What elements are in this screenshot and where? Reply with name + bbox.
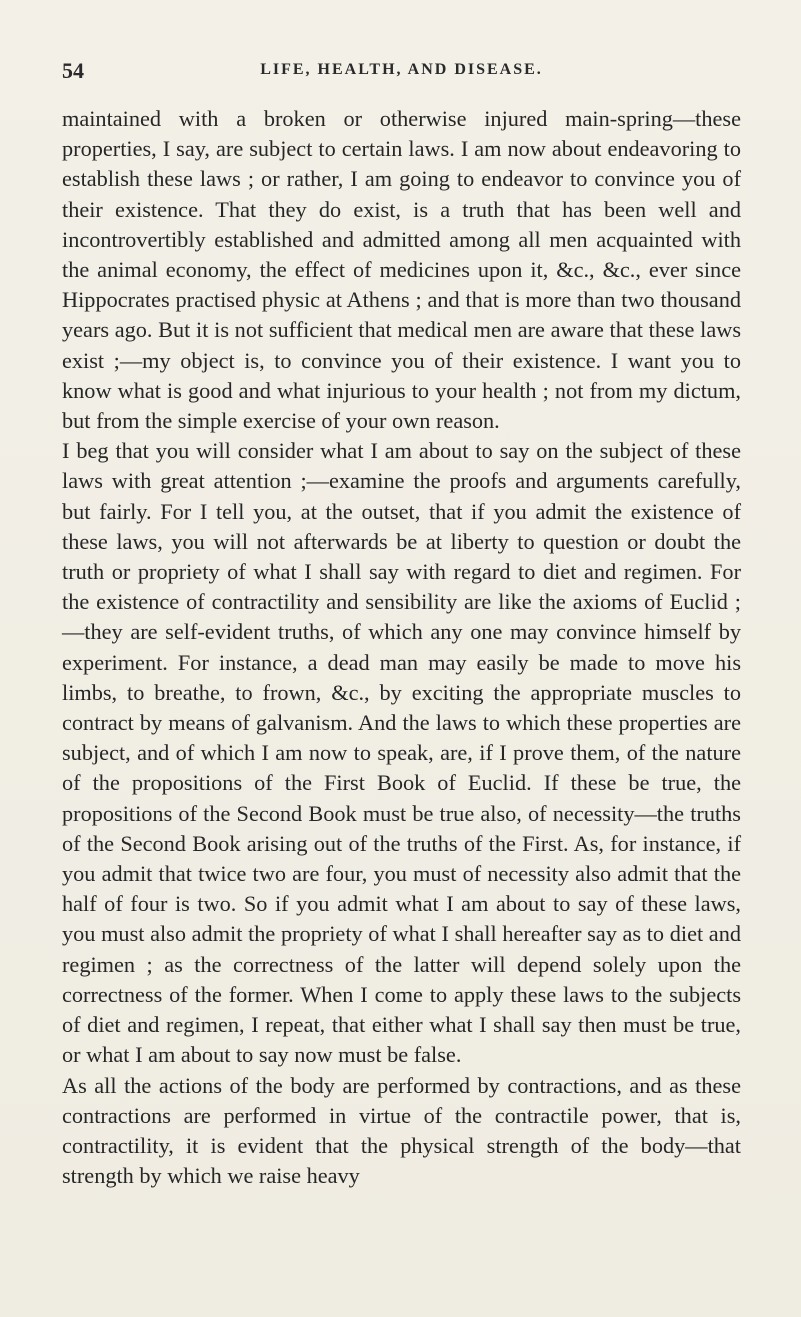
paragraph-1: maintained with a broken or otherwise injured main-spring—these properties, I say, are subject to certain laws. I am now about endeavoring to establish these laws ; or rather, I am going to endeavor to convince you of their existence. That they do exist, is a truth that has been well and incontrovertibly established and admitted among all men acquainted with the animal economy, the effect of medicines upon it, &c., &c., ever since Hippocrates practised physic at Athens ; and that is more than two thousand years ago. But it is not sufficient that medical men are aware that these laws exist ;—my object is, to convince you of their existence. I want you to know what is good and what injurious to your health ; not from my dictum, but from the simple exercise of your own reason.	[62, 106, 741, 434]
page-number: 54	[62, 58, 84, 83]
running-head: LIFE, HEALTH, AND DISEASE.	[260, 61, 543, 78]
paragraph-2: I beg that you will consider what I am about to say on the subject of these laws with great attention ;—examine the proofs and arguments carefully, but fairly. For I tell you, at the outset, that if you admit the existence of these laws, you will not afterwards be at liberty to question or doubt the truth or propriety of what I shall say with regard to diet and regimen. For the existence of contractility and sensibility are like the axioms of Euclid ; —they are self-evident truths, of which any one may convince himself by experiment. For instance, a dead man may easily be made to move his limbs, to breathe, to frown, &c., by exciting the appropriate muscles to contract by means of galvanism. And the laws to which these properties are subject, and of which I am now to speak, are, if I prove them, of the nature of the propositions of the First Book of Euclid. If these be true, the propositions of the Second Book must be true also, of necessity—the truths of the Second Book arising out of the truths of the First. As, for instance, if you admit that twice two are four, you must of necessity also admit that the half of four is two. So if you admit what I am about to say of these laws, you must also admit the propriety of what I shall hereafter say as to diet and regimen ; as the correctness of the latter will depend solely upon the correctness of the former. When I come to apply these laws to the subjects of diet and regimen, I repeat, that either what I shall say then must be true, or what I am about to say now must be false.	[62, 438, 741, 1068]
page-header	[62, 58, 741, 88]
body-text	[62, 104, 741, 1191]
paragraph-3: As all the actions of the body are performed by contractions, and as these contractions are performed in virtue of the contractile power, that is, contractility, it is evident that the physical strength of the body—that strength by which we raise heavy	[62, 1072, 741, 1189]
